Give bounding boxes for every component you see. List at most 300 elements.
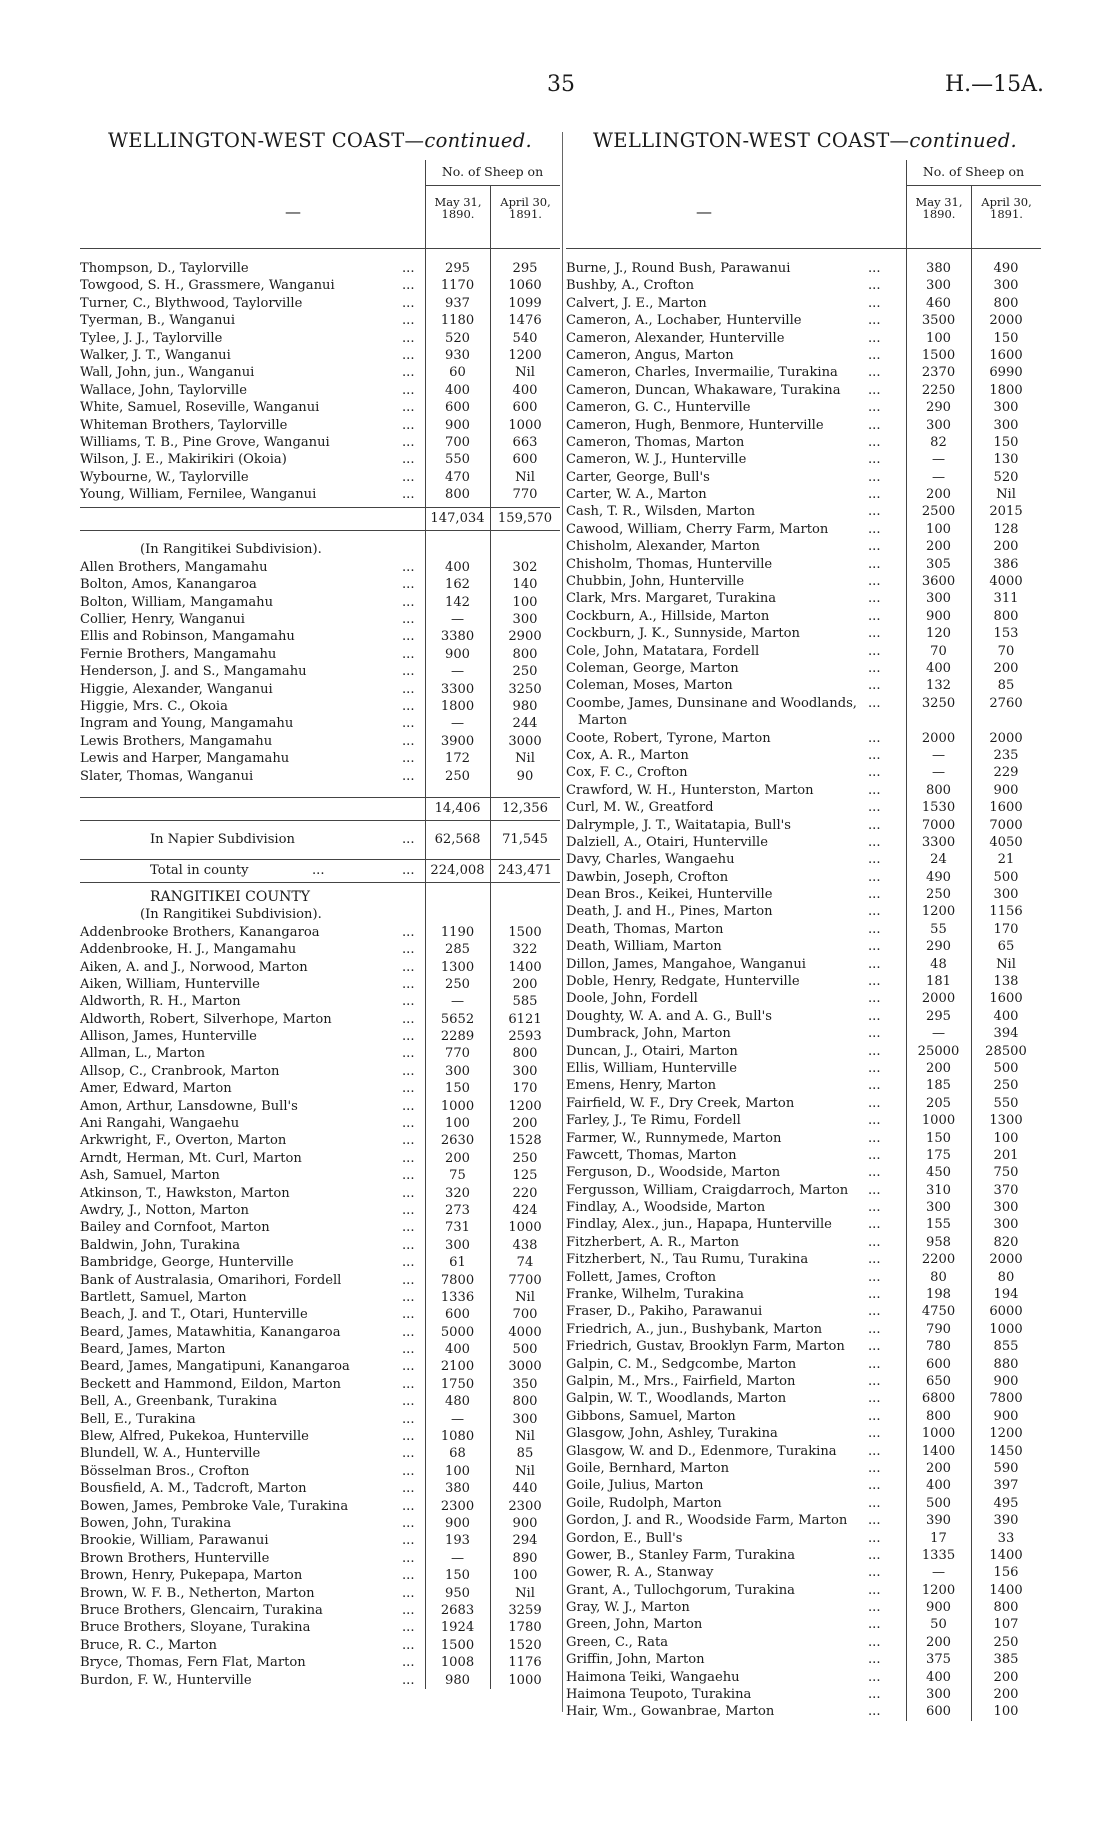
table-row	[566, 260, 1044, 277]
value-april-1891: 1528	[508, 1133, 542, 1149]
value-may-1890: 193	[445, 1533, 470, 1549]
leader-dots: ...	[402, 751, 415, 767]
value-april-1891: Nil	[996, 956, 1016, 972]
table-row	[566, 886, 1044, 903]
right-table-body	[566, 260, 1044, 1721]
table-row	[566, 556, 1044, 573]
table-row	[566, 1130, 1044, 1147]
table-row	[80, 559, 560, 576]
value-april-1891: 880	[993, 1356, 1019, 1372]
leader-dots: ...	[402, 1516, 415, 1531]
table-row	[80, 1480, 560, 1497]
table-row	[566, 1216, 1044, 1233]
leader-dots: ...	[402, 831, 415, 847]
row-name: Davy, Charles, Wangaehu	[566, 852, 735, 868]
table-row	[80, 486, 560, 503]
value-april-1891: 3259	[508, 1602, 542, 1618]
table-row	[80, 750, 560, 767]
value-april-1891: 4050	[989, 834, 1023, 850]
leader-dots: ...	[402, 1429, 415, 1445]
value-may-1890: —	[450, 994, 465, 1010]
row-name: Bruce Brothers, Glencairn, Turakina	[80, 1602, 323, 1618]
left-column	[80, 130, 560, 1689]
value-may-1890: —	[931, 469, 946, 485]
row-name: Bell, A., Greenbank, Turakina	[80, 1394, 278, 1410]
row-name: Coleman, George, Marton	[566, 660, 739, 676]
leader-dots: ...	[868, 452, 881, 468]
leader-dots: ...	[868, 939, 881, 955]
table-row	[566, 1164, 1044, 1181]
value-april-1891: 424	[512, 1202, 538, 1218]
value-april-1891: 194	[993, 1287, 1019, 1303]
row-name: Death, William, Marton	[566, 939, 722, 955]
value-may-1890: —	[450, 1550, 465, 1566]
table-row	[80, 924, 560, 941]
value-april-1891: 243,471	[497, 862, 553, 878]
leader-dots: ...	[868, 887, 881, 903]
table-row	[566, 643, 1044, 660]
leader-dots: ...	[868, 1356, 881, 1372]
value-may-1890: 1750	[440, 1376, 475, 1392]
table-row	[80, 1619, 560, 1636]
value-may-1890: 790	[926, 1321, 951, 1337]
table-row	[566, 1025, 1044, 1042]
row-name: Cameron, G. C., Hunterville	[566, 400, 751, 416]
table-row	[80, 1115, 560, 1132]
row-name: Cameron, Duncan, Whakaware, Turakina	[566, 382, 841, 398]
value-may-1890: 1000	[440, 1098, 475, 1114]
leader-dots: ...	[402, 1272, 415, 1288]
value-may-1890: 150	[445, 1568, 470, 1584]
table-row	[80, 594, 560, 611]
leader-dots: ...	[868, 1687, 881, 1703]
value-april-1891: 390	[993, 1513, 1019, 1529]
subtotal-row	[80, 797, 560, 821]
table-row	[80, 1045, 560, 1062]
value-april-1891: 590	[993, 1460, 1019, 1476]
leader-dots: ...	[868, 1060, 881, 1076]
table-row	[80, 1289, 560, 1306]
value-may-1890: 900	[445, 646, 470, 662]
table-row	[80, 1341, 560, 1358]
row-name: Chisholm, Thomas, Hunterville	[566, 556, 773, 572]
value-may-1890: 100	[926, 521, 951, 537]
row-name: Cameron, Hugh, Benmore, Hunterville	[566, 417, 824, 433]
value-may-1890: 550	[445, 452, 470, 468]
value-april-1891: 495	[993, 1495, 1019, 1511]
leader-dots: ...	[402, 434, 415, 450]
value-april-1891: 1600	[989, 991, 1023, 1007]
row-name: Findlay, A., Woodside, Marton	[566, 1200, 766, 1216]
leader-dots: ...	[402, 313, 415, 329]
value-april-1891: 2000	[989, 1252, 1023, 1268]
value-april-1891: 980	[512, 698, 538, 714]
leader-dots: ...	[868, 678, 881, 694]
row-name: Cash, T. R., Wilsden, Marton	[566, 504, 756, 520]
leader-dots: ...	[868, 539, 881, 555]
value-april-1891: 900	[993, 782, 1019, 798]
row-name: Cox, F. C., Crofton	[566, 765, 688, 781]
value-april-1891: 585	[512, 994, 538, 1010]
leader-dots: ...	[868, 1043, 881, 1059]
row-name: Bushby, A., Crofton	[566, 278, 695, 294]
value-april-1891: 300	[993, 400, 1019, 416]
row-name: Thompson, D., Taylorville	[80, 261, 249, 276]
value-april-1891: 300	[993, 1217, 1019, 1233]
leader-dots: ...	[402, 1237, 415, 1253]
table-row	[566, 1147, 1044, 1164]
table-row	[566, 1060, 1044, 1077]
value-april-1891: 150	[993, 434, 1019, 450]
value-may-1890: 1530	[921, 800, 956, 816]
value-april-1891: 1400	[989, 1547, 1023, 1563]
leader-dots: ...	[868, 1008, 881, 1024]
leader-dots: ...	[868, 1234, 881, 1250]
leader-dots: ...	[402, 612, 415, 628]
leader-dots: ...	[402, 1324, 415, 1340]
leader-dots: ...	[402, 681, 415, 697]
value-april-1891: 2300	[508, 1498, 542, 1514]
row-name: Cawood, William, Cherry Farm, Marton	[566, 521, 829, 537]
row-name: Williams, T. B., Pine Grove, Wanganui	[80, 434, 330, 450]
row-name: Emens, Henry, Marton	[566, 1078, 717, 1094]
leader-dots: ...	[402, 1081, 415, 1097]
value-april-1891: 300	[993, 417, 1019, 433]
table-row	[80, 1150, 560, 1167]
table-row	[566, 695, 1044, 712]
leader-dots: ...	[402, 698, 415, 714]
table-row	[80, 1185, 560, 1202]
row-name: Death, J. and H., Pines, Marton	[566, 904, 773, 920]
row-name: Aldworth, R. H., Marton	[80, 994, 241, 1010]
value-may-1890: 80	[930, 1269, 947, 1285]
row-name: Cameron, Charles, Invermailie, Turakina	[566, 365, 838, 381]
table-row	[566, 1408, 1044, 1425]
value-may-1890: 4750	[921, 1304, 956, 1320]
table-row	[80, 768, 560, 785]
row-name: Fernie Brothers, Mangamahu	[80, 646, 277, 662]
table-row	[80, 1028, 560, 1045]
table-row	[80, 1602, 560, 1619]
value-may-1890: 375	[926, 1652, 951, 1668]
row-name: Friedrich, A., jun., Bushybank, Marton	[566, 1321, 823, 1337]
value-april-1891: 800	[993, 608, 1019, 624]
leader-dots: ...	[868, 365, 881, 381]
table-row	[80, 1672, 560, 1689]
value-may-1890: 3300	[921, 834, 956, 850]
leader-dots: ...	[868, 1374, 881, 1389]
leader-dots: ...	[868, 1652, 881, 1668]
value-may-1890: 1200	[921, 1582, 956, 1598]
value-may-1890: 1200	[921, 904, 956, 920]
leader-dots: ...	[868, 643, 881, 659]
left-col-group-label: No. of Sheep on	[441, 164, 544, 179]
value-may-1890: 490	[926, 869, 951, 885]
value-april-1891: 4000	[989, 574, 1023, 590]
value-april-1891: 1600	[989, 347, 1023, 363]
row-name: Awdry, J., Notton, Marton	[80, 1202, 249, 1218]
leader-dots: ...	[868, 730, 881, 746]
value-may-1890: 650	[926, 1374, 951, 1389]
leader-dots: ...	[868, 1513, 881, 1529]
leader-dots: ...	[402, 1133, 415, 1149]
value-april-1891: 250	[993, 1634, 1019, 1650]
value-april-1891: 80	[997, 1269, 1015, 1285]
value-april-1891: 2900	[508, 629, 542, 645]
table-row	[566, 1077, 1044, 1094]
table-row	[566, 312, 1044, 329]
leader-dots: ...	[868, 1495, 881, 1511]
value-april-1891: 550	[993, 1095, 1019, 1111]
row-name: Bambridge, George, Hunterville	[80, 1255, 294, 1271]
table-row	[80, 451, 560, 468]
value-may-1890: 250	[445, 976, 470, 992]
value-may-1890: 480	[445, 1394, 470, 1410]
row-name: White, Samuel, Roseville, Wanganui	[80, 400, 320, 416]
value-april-1891: 170	[512, 1081, 538, 1097]
leader-dots: ...	[402, 629, 415, 645]
leader-dots: ...	[868, 1460, 881, 1476]
row-name: Haimona Teupoto, Turakina	[566, 1687, 752, 1703]
value-april-1891: 250	[512, 1150, 538, 1166]
value-may-1890: 900	[926, 608, 951, 624]
value-april-1891: 200	[512, 976, 538, 992]
value-may-1890: 800	[926, 1408, 951, 1424]
value-may-1890: 295	[926, 1008, 951, 1024]
row-name: Calvert, J. E., Marton	[566, 295, 707, 311]
leader-dots: ...	[402, 1602, 415, 1618]
row-name: Total in county	[150, 862, 249, 878]
value-may-1890: 3300	[440, 681, 475, 697]
value-april-1891: 1300	[989, 1113, 1023, 1129]
value-may-1890: 5000	[440, 1324, 475, 1340]
table-row	[80, 434, 560, 451]
value-may-1890: 600	[926, 1704, 951, 1720]
value-april-1891: Nil	[996, 487, 1016, 503]
table-row	[566, 451, 1044, 468]
value-april-1891: 490	[993, 261, 1019, 276]
row-name: Slater, Thomas, Wanganui	[80, 768, 254, 784]
table-row	[566, 1460, 1044, 1477]
row-name: Gower, B., Stanley Farm, Turakina	[566, 1547, 796, 1563]
row-name: Brown Brothers, Hunterville	[80, 1550, 270, 1566]
row-name: Blundell, W. A., Hunterville	[80, 1446, 261, 1462]
value-may-1890: 2100	[440, 1359, 475, 1375]
leader-dots: ...	[402, 1150, 415, 1166]
leader-dots: ...	[402, 559, 415, 575]
row-name: Bailey and Cornfoot, Marton	[80, 1220, 270, 1236]
value-april-1891: 156	[993, 1565, 1019, 1581]
row-name: Allsop, C., Cranbrook, Marton	[80, 1063, 280, 1079]
row-name: Bolton, Amos, Kanangaroa	[80, 577, 257, 593]
row-name: Galpin, W. T., Woodlands, Marton	[566, 1391, 787, 1407]
value-may-1890: 300	[926, 417, 951, 433]
subdivision-heading-text: (In Rangitikei Subdivision).	[140, 907, 322, 923]
value-april-1891: 1200	[989, 1426, 1023, 1442]
value-may-1890: —	[450, 612, 465, 628]
table-row	[566, 382, 1044, 399]
row-name: Glasgow, W. and D., Edenmore, Turakina	[566, 1443, 837, 1459]
leader-dots: ...	[402, 1585, 415, 1601]
row-name: Carter, W. A., Marton	[566, 487, 707, 503]
row-name: Doole, John, Fordell	[566, 991, 698, 1007]
leader-dots: ...	[868, 765, 881, 781]
table-row	[80, 277, 560, 294]
value-may-1890: 958	[926, 1234, 951, 1250]
table-row	[80, 364, 560, 381]
row-name: Farmer, W., Runnymede, Marton	[566, 1130, 782, 1146]
value-may-1890: 700	[445, 434, 470, 450]
value-may-1890: 25000	[917, 1043, 960, 1059]
row-name: Beard, James, Mangatipuni, Kanangaroa	[80, 1359, 350, 1375]
row-name: Gray, W. J., Marton	[566, 1600, 690, 1616]
row-name: Tylee, J. J., Taylorville	[80, 330, 223, 346]
value-april-1891: 159,570	[497, 511, 553, 527]
leader-dots: ...	[868, 417, 881, 433]
leader-dots: ...	[868, 869, 881, 885]
value-april-1891: 1780	[508, 1620, 542, 1636]
row-name: Brown, W. F. B., Netherton, Marton	[80, 1585, 315, 1601]
leader-dots: ...	[868, 382, 881, 398]
value-april-1891: 235	[993, 747, 1019, 763]
table-row	[80, 382, 560, 399]
column-rule	[971, 250, 972, 1721]
value-april-1891: 150	[993, 330, 1019, 346]
row-name: Turner, C., Blythwood, Taylorville	[80, 295, 303, 311]
value-april-1891: 128	[993, 521, 1019, 537]
value-april-1891: Nil	[515, 1429, 535, 1445]
value-may-1890: 2200	[921, 1252, 956, 1268]
leader-dots: ...	[868, 1600, 881, 1616]
row-name: Cameron, Thomas, Marton	[566, 434, 745, 450]
table-row	[566, 1425, 1044, 1442]
leader-dots: ...	[402, 959, 415, 975]
leader-dots: ...	[402, 1307, 415, 1323]
value-april-1891: 300	[512, 1063, 538, 1079]
value-may-1890: 7000	[921, 817, 956, 833]
county-heading-text: RANGITIKEI COUNTY	[150, 888, 310, 905]
leader-dots: ...	[868, 1669, 881, 1685]
value-april-1891: Nil	[515, 1585, 535, 1601]
leader-dots: ...	[868, 834, 881, 850]
row-name: Higgie, Mrs. C., Okoia	[80, 698, 228, 714]
value-may-1890: —	[931, 747, 946, 763]
value-may-1890: 142	[445, 594, 470, 610]
row-name: Young, William, Fernilee, Wanganui	[80, 487, 317, 503]
value-april-1891: 2760	[989, 695, 1023, 711]
value-may-1890: 900	[445, 1516, 470, 1531]
row-name: Chisholm, Alexander, Marton	[566, 539, 760, 555]
table-row	[80, 715, 560, 732]
leader-dots: ...	[868, 400, 881, 416]
value-april-1891: 125	[512, 1168, 538, 1184]
leader-dots: ...	[868, 295, 881, 311]
leader-dots: ...	[402, 278, 415, 294]
leader-dots: ...	[868, 1443, 881, 1459]
leader-dots: ...	[402, 1550, 415, 1566]
table-row	[80, 1080, 560, 1097]
table-row	[566, 1599, 1044, 1616]
table-row	[566, 921, 1044, 938]
leader-dots: ...	[868, 1582, 881, 1598]
value-april-1891: 7800	[989, 1391, 1023, 1407]
document-reference: H.—15A.	[944, 72, 1044, 97]
row-name: Goile, Rudolph, Marton	[566, 1495, 722, 1511]
leader-dots: ...	[868, 1478, 881, 1494]
table-row	[80, 1063, 560, 1080]
table-row	[566, 1703, 1044, 1720]
value-may-1890: 7800	[440, 1272, 475, 1288]
right-header-dash: —	[696, 202, 712, 221]
leader-dots: ...	[402, 1046, 415, 1062]
leader-dots: ...	[868, 800, 881, 816]
value-may-1890: 290	[926, 400, 951, 416]
table-row	[80, 993, 560, 1010]
value-april-1891: 21	[997, 852, 1015, 868]
value-april-1891: Nil	[515, 469, 535, 485]
row-name: Brown, Henry, Pukepapa, Marton	[80, 1568, 303, 1584]
row-name: Bryce, Thomas, Fern Flat, Marton	[80, 1655, 306, 1671]
value-april-1891: 65	[997, 939, 1015, 955]
leader-dots: ...	[402, 1620, 415, 1636]
value-may-1890: 450	[926, 1165, 951, 1181]
row-name: Dean Bros., Keikei, Hunterville	[566, 887, 773, 903]
value-april-1891: 385	[993, 1652, 1019, 1668]
leader-dots: ...	[868, 1130, 881, 1146]
table-row	[566, 469, 1044, 486]
leader-dots: ...	[402, 664, 415, 680]
value-april-1891: 200	[993, 1687, 1019, 1703]
value-may-1890: 1300	[440, 959, 475, 975]
value-april-1891: 500	[993, 1060, 1019, 1076]
table-row	[80, 1098, 560, 1115]
value-april-1891: 1450	[989, 1443, 1023, 1459]
row-name: Wall, John, jun., Wanganui	[80, 365, 255, 381]
value-april-1891: 800	[993, 1600, 1019, 1616]
leader-dots: ...	[868, 1200, 881, 1216]
row-name: Allen Brothers, Mangamahu	[80, 559, 268, 575]
value-may-1890: 1500	[921, 347, 956, 363]
value-may-1890: 70	[930, 643, 947, 659]
leader-dots: ...	[868, 434, 881, 450]
value-may-1890: 60	[449, 365, 466, 381]
value-may-1890: 2300	[440, 1498, 475, 1514]
row-name: Arndt, Herman, Mt. Curl, Marton	[80, 1150, 302, 1166]
leader-dots: ...	[868, 261, 881, 276]
value-april-1891: 750	[993, 1165, 1019, 1181]
value-may-1890: 2370	[921, 365, 956, 381]
row-name: Goile, Bernhard, Marton	[566, 1460, 730, 1476]
table-row	[566, 1182, 1044, 1199]
row-name: Franke, Wilhelm, Turakina	[566, 1287, 744, 1303]
value-may-1890: 600	[445, 400, 470, 416]
value-april-1891: 300	[993, 278, 1019, 294]
value-april-1891: Nil	[515, 751, 535, 767]
value-may-1890: —	[450, 1411, 465, 1427]
value-april-1891: 520	[993, 469, 1019, 485]
value-may-1890: 150	[926, 1130, 951, 1146]
value-may-1890: 55	[930, 921, 947, 937]
value-april-1891: 12,356	[502, 800, 548, 816]
table-row	[566, 817, 1044, 834]
value-may-1890: 150	[445, 1081, 470, 1097]
value-april-1891: 7700	[508, 1272, 542, 1288]
leader-dots: ...	[868, 1339, 881, 1355]
row-name: Dawbin, Joseph, Crofton	[566, 869, 729, 885]
row-name: Burne, J., Round Bush, Parawanui	[566, 261, 791, 276]
value-april-1891: 300	[993, 887, 1019, 903]
leader-dots: ...	[868, 330, 881, 346]
